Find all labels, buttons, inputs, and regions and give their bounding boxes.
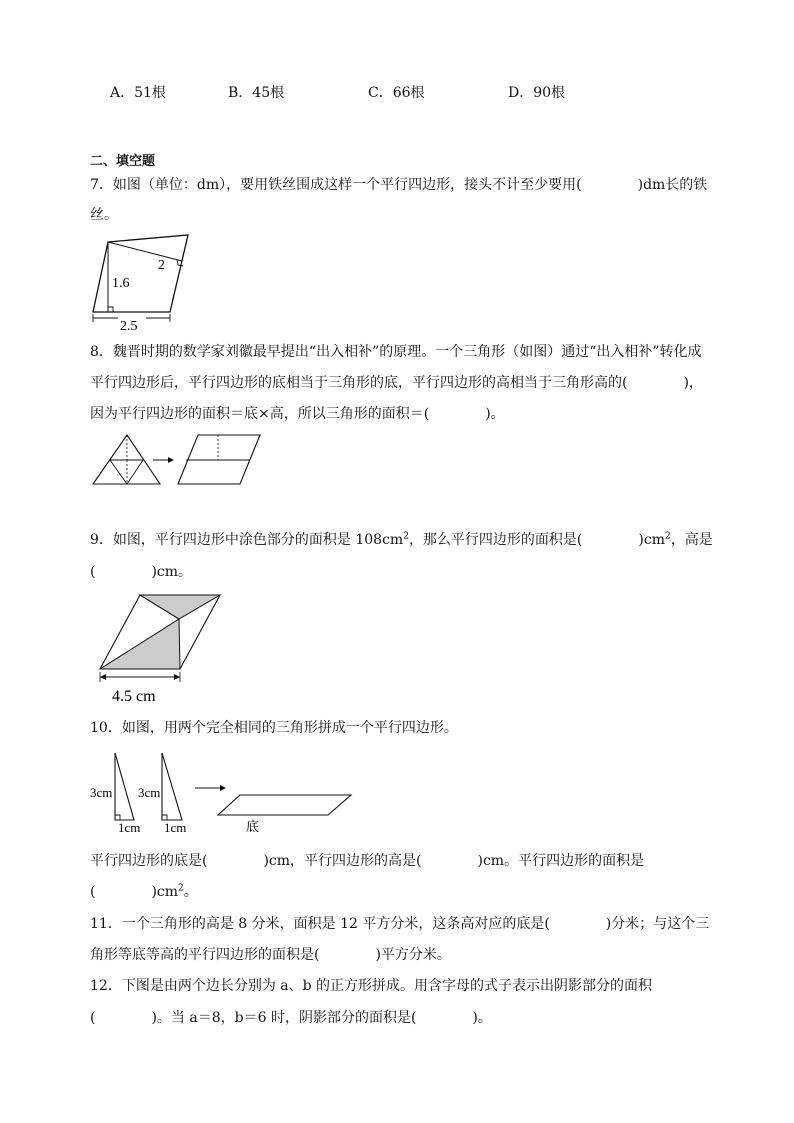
q9-line1-b: ，那么平行四边形的面积是( )cm (408, 532, 665, 548)
q10-answer-line2-a: ( )cm (90, 884, 179, 900)
q7-side-label: 2 (158, 258, 165, 273)
q9-line1 (90, 530, 713, 550)
option-b: B．45根 (228, 85, 285, 101)
q9-line1-a: 9．如图，平行四边形中涂色部分的面积是 108cm (90, 532, 404, 548)
q9-line1-c: ，高是 (670, 532, 713, 548)
q8-line2: 平行四边形后，平行四边形的底相当于三角形的底，平行四边形的高相当于三角形高的( )， (90, 375, 703, 391)
option-d: D．90根 (508, 85, 566, 101)
q10-triangles-figure (88, 748, 358, 836)
q7-parallelogram-figure (88, 230, 200, 335)
q12-line1: 12．下图是由两个边长分别为 a、b 的正方形拼成。用含字母的式子表示出阴影部分的面积 (90, 978, 653, 994)
q7-line2: 丝。 (90, 207, 118, 223)
q10-tri2-height: 3cm (138, 785, 161, 800)
q8-line3: 因为平行四边形的面积＝底×高，所以三角形的面积＝( )。 (90, 406, 505, 422)
q10-answer-line1: 平行四边形的底是( )cm，平行四边形的高是( )cm。平行四边形的面积是 (90, 853, 645, 869)
option-c: C．66根 (368, 85, 425, 101)
q10-tri2-base: 1cm (164, 820, 187, 835)
q11-line2: 角形等底等高的平行四边形的面积是( )平方分米。 (90, 947, 451, 963)
q9-sup1: 2 (403, 531, 409, 542)
q8-line1: 8．魏晋时期的数学家刘徽最早提出“出入相补”的原理。一个三角形（如图）通过“出入相补”转化成 (90, 344, 702, 360)
q10-answer-line2-b: 。 (183, 884, 198, 900)
q10-line1: 10．如图，用两个完全相同的三角形拼成一个平行四边形。 (90, 720, 458, 736)
q10-tri1-base: 1cm (118, 820, 141, 835)
q10-base-word: 底 (246, 819, 260, 834)
q9-base-label: 4.5 cm (112, 688, 156, 705)
q7-height-label: 1.6 (112, 276, 130, 291)
q10-tri1-height: 3cm (90, 785, 113, 800)
q8-transformation-figure (90, 430, 270, 490)
section-title: 二、填空题 (90, 154, 156, 169)
q9-parallelogram-figure (92, 590, 227, 705)
q9-line2: ( )cm。 (90, 564, 193, 580)
q11-line1: 11．一个三角形的高是 8 分米，面积是 12 平方分米，这条高对应的底是( )分米；与这个三 (90, 916, 710, 932)
q10-sup: 2 (178, 883, 184, 894)
q7-line1: 7．如图（单位：dm），要用铁丝围成这样一个平行四边形，接头不计至少要用( )dm长的铁 (90, 177, 708, 193)
q9-sup2: 2 (664, 531, 671, 542)
option-a: A．51根 (110, 85, 166, 101)
q7-base-label: 2.5 (120, 319, 138, 334)
q12-line2: ( )。当 a＝8，b＝6 时，阴影部分的面积是( )。 (90, 1010, 492, 1026)
q10-answer-line2 (90, 882, 198, 902)
